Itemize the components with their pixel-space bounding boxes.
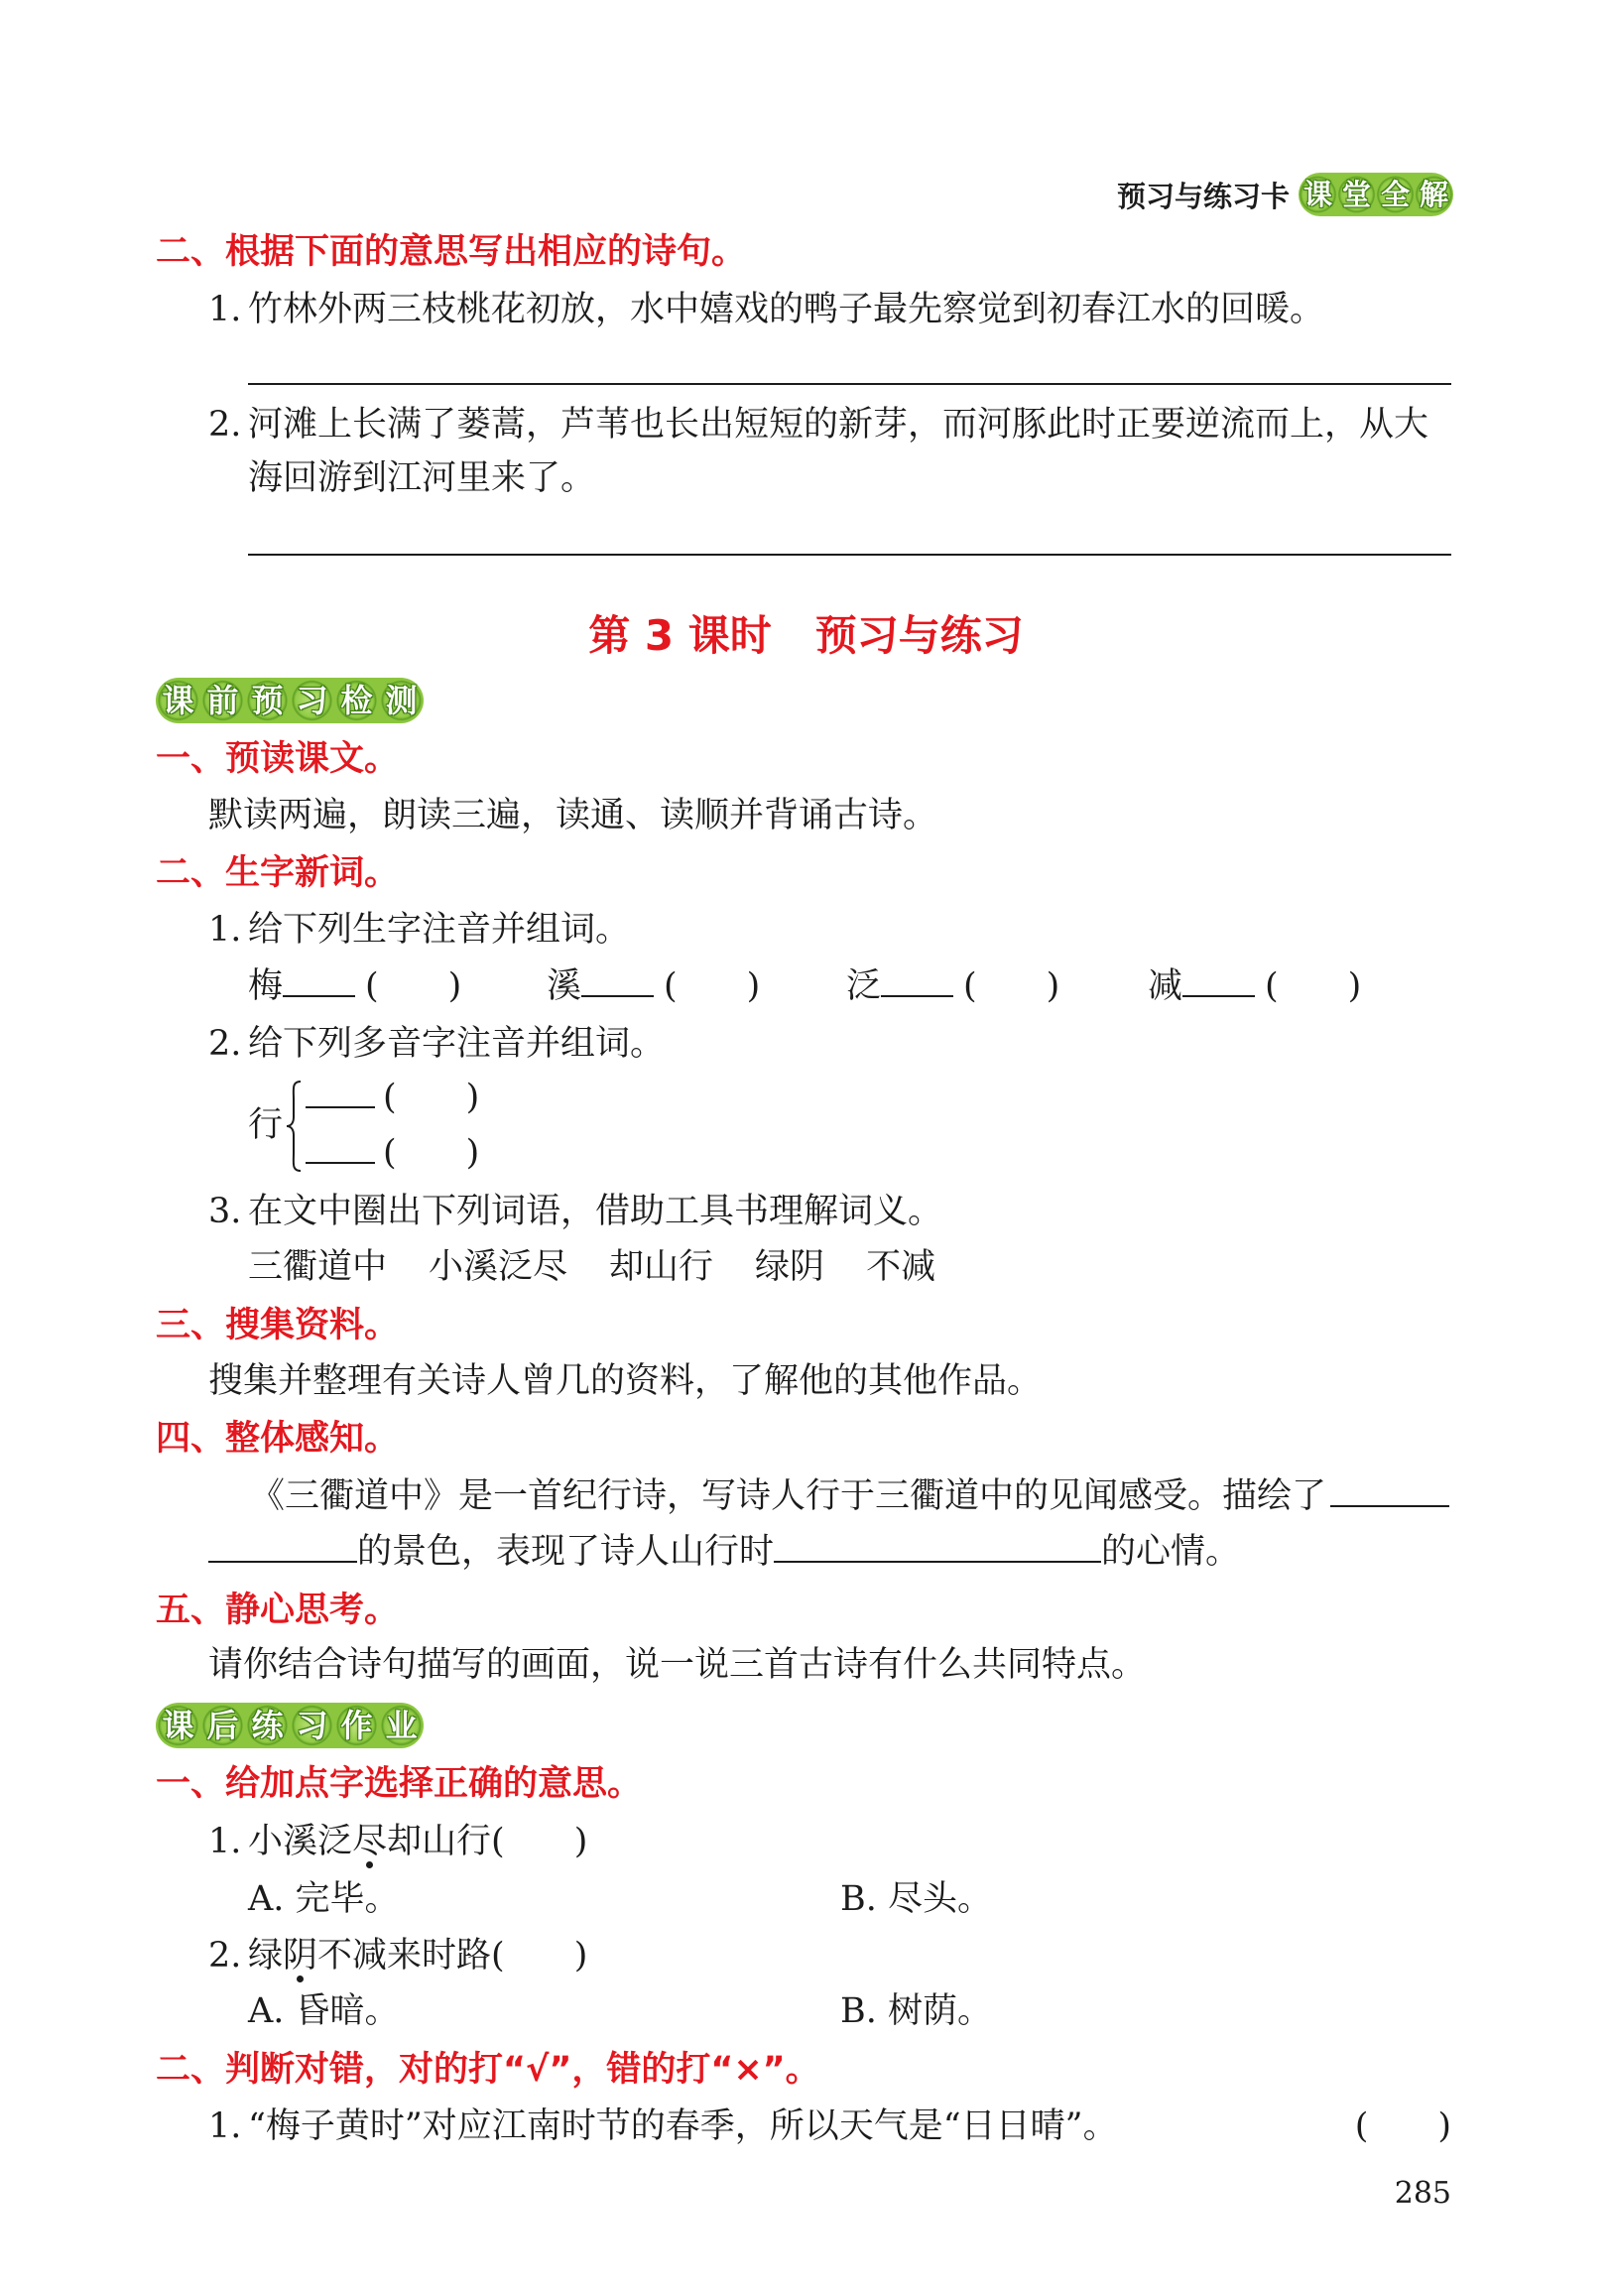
section-heading: 三、搜集资料。: [156, 1306, 400, 1345]
header-badge: 课堂全解: [1299, 173, 1453, 216]
instruction-text: 搜集并整理有关诗人曾几的资料，了解他的其他作品。: [208, 1361, 1043, 1401]
answer-line: [248, 554, 1451, 556]
section-heading: 五、静心思考。: [156, 1591, 400, 1630]
section-heading: 四、整体感知。: [156, 1419, 400, 1459]
char-group: [846, 961, 1059, 1011]
answer-blank: [283, 995, 355, 997]
instruction-text: 请你结合诗句描写的画面，说一说三首古诗有什么共同特点。: [208, 1645, 1147, 1685]
new-character: 溪: [547, 966, 582, 1006]
word-item: 绿阴: [755, 1247, 825, 1287]
question-number: 1.: [208, 290, 242, 329]
new-character: 梅: [248, 966, 284, 1006]
emphasis-dotted-char: 阴: [283, 1931, 317, 1980]
section-heading: 二、根据下面的意思写出相应的诗句。: [156, 232, 747, 272]
question-item: [208, 285, 1324, 334]
question-number: 1.: [208, 2106, 242, 2146]
question-text: 小溪泛: [248, 1822, 353, 1861]
answer-blank: [881, 995, 953, 997]
answer-parentheses: ( ): [1354, 2106, 1451, 2146]
answer-blank: [208, 1561, 357, 1563]
word-item: 不减: [866, 1247, 936, 1287]
homework-badge: 课后练习作业: [156, 1703, 424, 1748]
lesson-title: 预习与练习: [814, 611, 1024, 660]
answer-parentheses: ( ): [383, 1078, 480, 1117]
answer-parentheses: ( ): [365, 966, 462, 1006]
question-item: [208, 905, 630, 955]
answer-parentheses: ( ): [1265, 966, 1362, 1006]
answer-parentheses: ( ): [383, 1133, 480, 1173]
answer-blank: [306, 1106, 375, 1108]
section-heading: 一、给加点字选择正确的意思。: [156, 1764, 643, 1804]
option-a: A. 完毕。: [248, 1879, 400, 1919]
question-number: 2.: [208, 405, 242, 445]
char-group: [547, 961, 760, 1011]
fill-in-paragraph-line: [250, 1471, 1449, 1521]
question-text: 绿: [248, 1936, 284, 1976]
question-text: 在文中圈出下列词语，借助工具书理解词义。: [248, 1192, 943, 1231]
instruction-text: 默读两遍，朗读三遍，读通、读顺并背诵古诗。: [208, 796, 938, 835]
question-number: 2.: [208, 1024, 242, 1064]
page-number: 285: [1394, 2176, 1451, 2211]
answer-blank: [1330, 1505, 1449, 1507]
section-heading: 二、生字新词。: [156, 853, 400, 893]
question-number: 2.: [208, 1936, 242, 1976]
question-item: [208, 400, 1428, 449]
question-text: 河滩上长满了蒌蒿，芦苇也长出短短的新芽，而河豚此时正要逆流而上，从大: [248, 405, 1429, 445]
statement-item: [208, 2102, 1118, 2151]
question-text: 不减来时路: [317, 1936, 492, 1976]
option-a: A. 昏暗。: [248, 1991, 400, 2031]
question-number: 3.: [208, 1192, 242, 1231]
polyphone-answer: [306, 1073, 479, 1122]
question-item: [208, 1931, 587, 1980]
question-number: 1.: [208, 1822, 242, 1861]
question-number: 1.: [208, 910, 242, 950]
question-item: [208, 1187, 942, 1236]
polyphone-answer: [306, 1128, 479, 1178]
new-character: 泛: [846, 966, 882, 1006]
word-item: 三衢道中: [248, 1247, 388, 1287]
statement-text: “梅子黄时”对应江南时节的春季，所以天气是“日日晴”。: [248, 2106, 1118, 2146]
section-heading: 一、预读课文。: [156, 739, 400, 779]
answer-blank: [306, 1162, 375, 1164]
emphasis-dotted-char: 尽: [352, 1817, 387, 1866]
question-text: 给下列多音字注音并组词。: [248, 1024, 666, 1064]
question-item: [208, 1817, 587, 1866]
lesson-number: 第 3 课时: [588, 611, 772, 660]
fill-in-paragraph-line: [208, 1527, 1240, 1577]
polyphonic-character: 行: [248, 1105, 284, 1145]
section-heading: 二、判断对错，对的打“√”，错的打“×”。: [156, 2050, 820, 2090]
lesson-heading: [0, 608, 1612, 664]
question-item: [208, 1019, 665, 1069]
answer-parentheses: ( ): [491, 1822, 588, 1861]
paragraph-text: 《三衢道中》是一首纪行诗，写诗人行于三衢道中的见闻感受。描绘了: [250, 1476, 1327, 1516]
curly-brace: [285, 1080, 303, 1173]
card-title: 预习与练习卡: [1116, 180, 1290, 213]
char-group: [1148, 961, 1361, 1011]
answer-parentheses: ( ): [664, 966, 761, 1006]
option-b: B. 树荫。: [840, 1991, 992, 2031]
paragraph-text: 的心情。: [1101, 1532, 1241, 1572]
question-text: 却山行: [387, 1822, 492, 1861]
paragraph-text: 的景色，表现了诗人山行时: [357, 1532, 775, 1572]
answer-blank: [581, 995, 654, 997]
word-item: 却山行: [609, 1247, 714, 1287]
option-b: B. 尽头。: [840, 1879, 992, 1919]
preview-badge: 课前预习检测: [156, 678, 424, 723]
word-item: 小溪泛尽: [429, 1247, 568, 1287]
question-text-continued: 海回游到江河里来了。: [248, 458, 596, 498]
answer-blank: [774, 1561, 1101, 1563]
answer-blank: [1182, 995, 1255, 997]
word-list: [248, 1242, 935, 1292]
question-text: 竹林外两三枝桃花初放，水中嬉戏的鸭子最先察觉到初春江水的回暖。: [248, 290, 1325, 329]
answer-parentheses: ( ): [963, 966, 1060, 1006]
answer-parentheses: ( ): [491, 1936, 588, 1976]
new-character: 减: [1148, 966, 1183, 1006]
char-group: [248, 961, 461, 1011]
question-text: 给下列生字注音并组词。: [248, 910, 631, 950]
answer-line: [248, 383, 1451, 385]
